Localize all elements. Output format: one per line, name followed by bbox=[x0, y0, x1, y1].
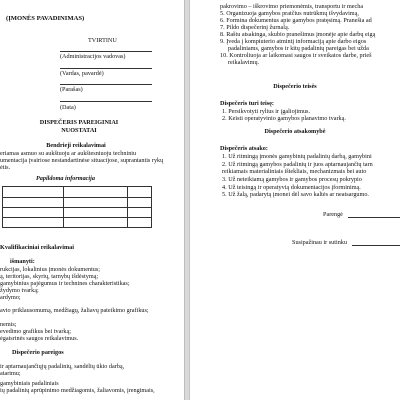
acknowledged-signature-line bbox=[352, 245, 400, 246]
duty-line: ių padalinių aprūpinimo medžiagomis, žaliavomis, įrengimais, bbox=[0, 387, 155, 394]
must-know-line: ėgaisrinės saugos reikalavimus. bbox=[0, 335, 79, 342]
cont-item-text: Raštu atsakinga, skubio pranešimus įmonėje apie darbų eigą bbox=[226, 31, 376, 38]
responsibility-item: 3. Už neteikiamą gamybos ir gamybos procesų pokrypio bbox=[222, 176, 362, 183]
cont-item-text: Organizuoja gamybos pratčius nutrūkmų išvydavimą, bbox=[226, 10, 359, 17]
duty-line: atarimu; bbox=[0, 370, 21, 377]
duty-line: gamybiniais padaliniais bbox=[0, 380, 59, 387]
cont-item-number: 8. bbox=[220, 31, 225, 38]
cont-item: padaliniams, gamybos ir kitų padalinių pareigas bei užda bbox=[228, 45, 369, 52]
company-name: (ĮMONĖS PAVADINIMAS) bbox=[6, 15, 85, 22]
prepared-by-label: Parengė bbox=[323, 211, 343, 218]
section-heading-general: Bendrieji reikalavimai bbox=[46, 142, 106, 149]
cont-item: pakrovimo – iškrovimo priemonėmis, transportu ir mecha bbox=[220, 3, 364, 10]
responsibility-item: 4. Už teisingą ir operatyvią dokumentacijos įforminimą. bbox=[222, 184, 361, 191]
must-know-line: gamybinius pajėgumus ir technines charakteristikas; bbox=[0, 280, 130, 287]
cont-item: reikalavimų. bbox=[228, 59, 260, 66]
responsibility-intro: Dispečeris atsako: bbox=[220, 145, 268, 152]
approval-line bbox=[60, 84, 152, 85]
cont-item-number: 7. bbox=[220, 24, 225, 31]
extra-info-table bbox=[2, 186, 152, 228]
must-know-line: ą, teritorijas, skyrių, tarnybų išdėstymą; bbox=[0, 273, 99, 280]
table-row-divider bbox=[3, 197, 151, 198]
section-heading-duties: Dispečerio pareigos bbox=[12, 349, 64, 356]
must-know-line: nemis; bbox=[0, 321, 17, 328]
document-page-left bbox=[0, 0, 184, 400]
document-title-line-2: NUOSTATAI bbox=[61, 127, 97, 134]
approval-line bbox=[60, 51, 152, 52]
rights-intro: Dispečeris turi teisę: bbox=[220, 100, 274, 107]
extra-info-heading: Papildoma informacija bbox=[36, 175, 95, 182]
table-col-divider bbox=[127, 187, 128, 227]
responsibility-item: 5. Už žalą, padarytą įmonei dėl savo kaltės ar neatsargumo. bbox=[222, 191, 369, 198]
approval-heading: TVIRTINU bbox=[88, 37, 117, 44]
section-heading-qualification: Kvalifikaciniai reikalavimai bbox=[0, 244, 74, 251]
must-know-heading: išmanyti: bbox=[10, 258, 35, 265]
cont-item-text: Įveda į kompiuterio atmintį informaciją apie darbo eigos bbox=[226, 38, 367, 45]
duty-line: ir aptarnaujančiųjų padalinių, sandėlių ūkio darbą, bbox=[0, 363, 125, 370]
acknowledged-label: Susipažinau ir sutinku bbox=[292, 239, 347, 246]
general-line: ėtis. bbox=[0, 164, 11, 171]
must-know-line: žydymo tvarką; bbox=[0, 287, 39, 294]
cont-item-text: Formina dokumentus apie gamybos pratęsimą. Pranešia ad bbox=[226, 17, 372, 24]
approval-line bbox=[60, 101, 152, 102]
must-know-line: ardymo; bbox=[0, 294, 21, 301]
cont-item-number: 9. bbox=[220, 38, 225, 45]
approval-name-surname: (Vardas, pavardė) bbox=[60, 70, 104, 77]
document-title-line-1: DISPEČERIS PAREIGINIAI bbox=[39, 119, 119, 126]
must-know-line: rukcijas, lokalinius įmonės dokumentus; bbox=[0, 266, 101, 273]
must-know-line: evedimo grafikus bei tvarką; bbox=[0, 328, 71, 335]
cont-item-number: 6. bbox=[220, 17, 225, 24]
approval-line bbox=[60, 68, 152, 69]
section-heading-responsibility: Dispečerio atsakomybė bbox=[264, 128, 326, 135]
responsibility-item: 2. Už ritmingą gamybos padalinių ir juos aptarnaujančių tarn bbox=[222, 161, 373, 168]
table-col-divider bbox=[63, 187, 64, 227]
cont-item-number: 5. bbox=[220, 10, 225, 17]
cont-item-number: 10. bbox=[220, 52, 228, 59]
approval-signature: (Parašas) bbox=[60, 86, 83, 93]
approval-date: (Data) bbox=[60, 104, 76, 111]
cont-item-text: Pildo dispečerinį žurnalą. bbox=[226, 24, 290, 31]
general-line: eriamas asmuo su aukštuoju ar aukštesniuoju techniniu bbox=[0, 150, 137, 157]
table-row-divider bbox=[3, 207, 151, 208]
responsibility-item: reikiamais materialiniais ištekliais, mechanizmais bei auto bbox=[222, 168, 367, 175]
section-heading-rights: Dispečerio teisės bbox=[273, 83, 317, 90]
rights-item: 2. Keisti operatyvinio gamybos planavimo tvarką. bbox=[222, 115, 346, 122]
table-row-divider bbox=[3, 217, 151, 218]
responsibility-item: 1. Už ritmingą įmonės gamybinių padalinių darbą, gamybini bbox=[222, 153, 372, 160]
must-know-line: avio priklausomumą, medžiagų, žaliavų pateikimo grafikus; bbox=[0, 307, 149, 314]
cont-item-text: Kontroliuoja ar laikomasi saugos ir sveikatos darbe, prieš bbox=[229, 52, 372, 59]
document-page-right bbox=[190, 0, 400, 400]
general-line: umentacija įvairiose nestandartinėse situacijose, suprantantis rykų bbox=[0, 157, 164, 164]
prepared-by-signature-line bbox=[348, 217, 400, 218]
approval-head-role: (Administracijos vadovas) bbox=[60, 53, 126, 60]
rights-item: 1. Persikvotyti rylius ir įgaliojimus. bbox=[222, 108, 310, 115]
